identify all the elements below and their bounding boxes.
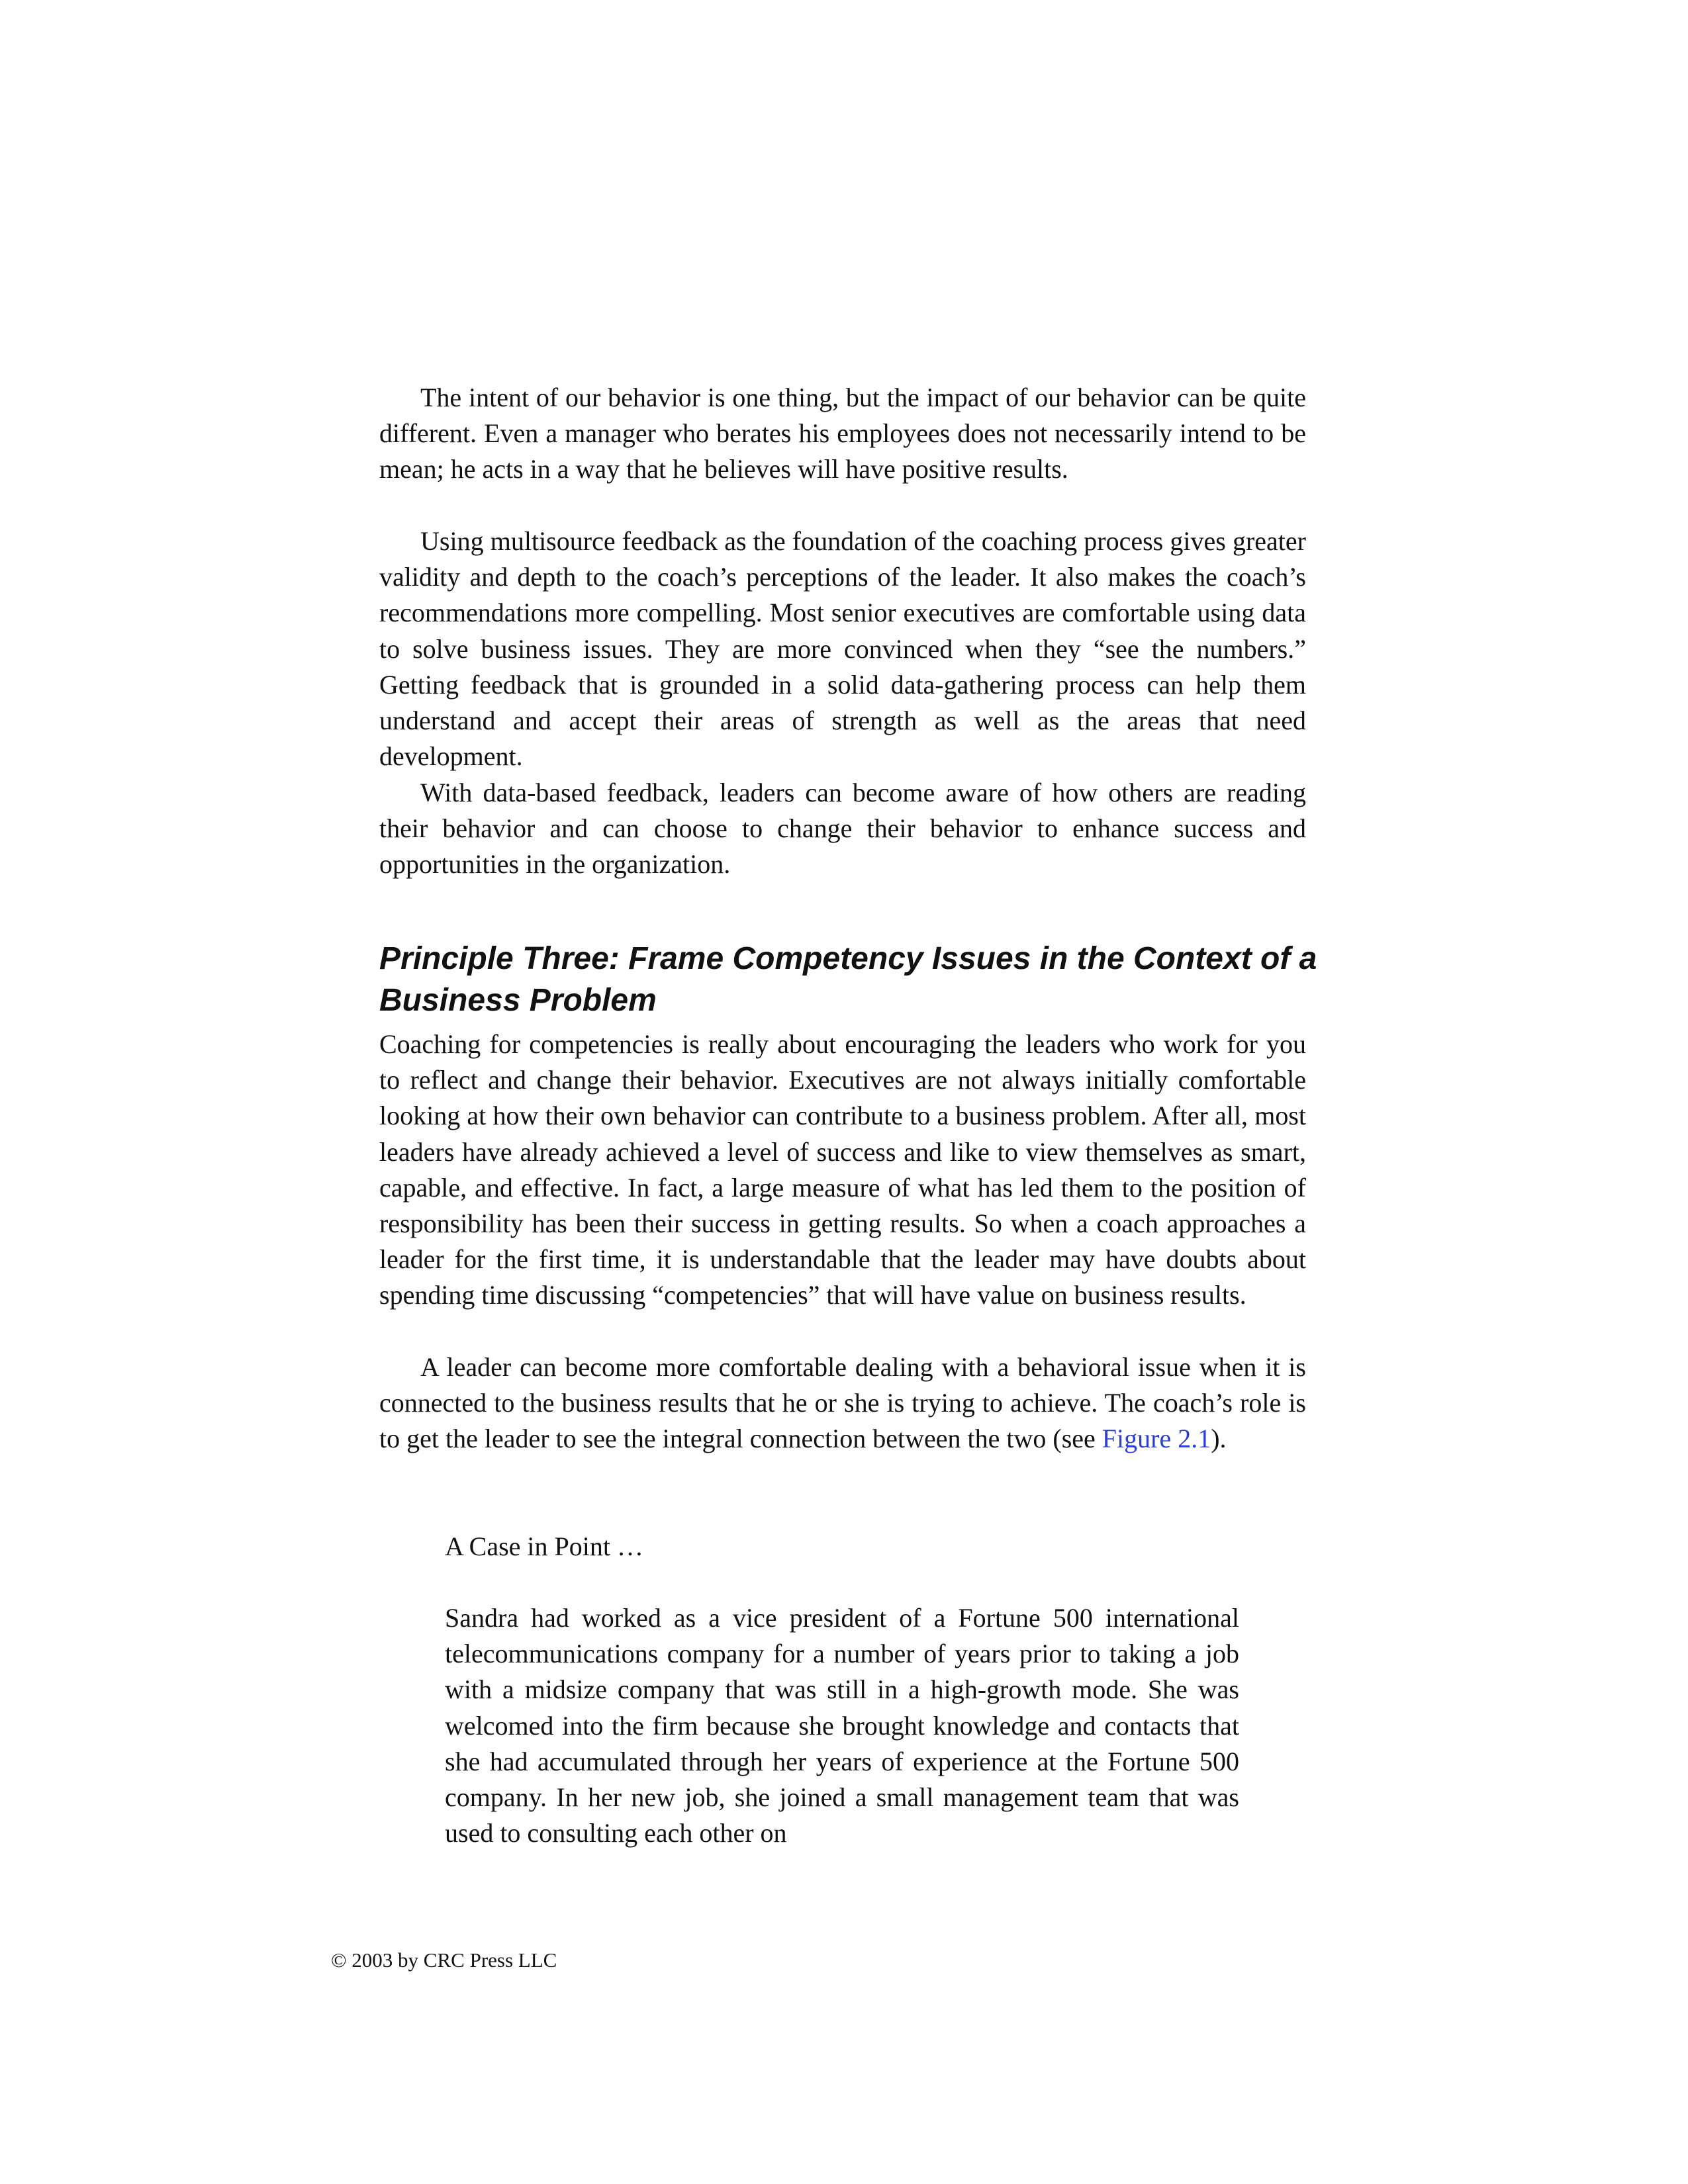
paragraph-text: ). [1211, 1424, 1227, 1454]
body-paragraph: With data-based feedback, leaders can become aware of how others are reading their behavior and can choose to change their behavior to enhance success and opportunities in the organization. [379, 778, 1306, 880]
case-title: A Case in Point … [445, 1531, 644, 1561]
section-heading: Principle Three: Frame Competency Issues in the Context of a Business Problem [379, 941, 1317, 1018]
case-text: Sandra had worked as a vice president of a Fortune 500 international telecommunications company for a number of years prior to taking a job with a midsize company that was still in a high-growth mode. She was welcomed into the firm because she brought knowledge and contacts that she had accumulated through her years of experience at the Fortune 500 company. In her new job, she joined a small management team that was used to consulting each other on [445, 1603, 1239, 1848]
body-paragraph: The intent of our behavior is one thing, but the impact of our behavior can be quite different. Even a manager who berates his employees does not necessarily intend to be mean; he acts in a way that he believes will have positive results. [379, 383, 1306, 484]
figure-link[interactable]: Figure 2.1 [1102, 1424, 1211, 1454]
paragraph-text: A leader can become more comfortable dealing with a behavioral issue when it is connected to the business results that he or she is trying to achieve. The coach’s role is to get the leader to see the integral connection between the two (see [379, 1352, 1306, 1454]
copyright-footer: © 2003 by CRC Press LLC [331, 1948, 557, 1972]
body-paragraph [379, 1349, 1306, 1457]
body-paragraph: Coaching for competencies is really about encouraging the leaders who work for you to reflect and change their behavior. Executives are not always initially comfortable looking at how their own behavior can contribute to a business problem. After all, most leaders have already achieved a level of success and like to view themselves as smart, capable, and effective. In fact, a large measure of what has led them to the position of responsibility has been their success in getting results. So when a coach approaches a leader for the first time, it is understandable that the leader may have doubts about spending time discussing “competencies” that will have value on business results. [379, 1029, 1306, 1310]
body-paragraph: Using multisource feedback as the foundation of the coaching process gives greater validity and depth to the coach’s perceptions of the leader. It also makes the coach’s recommendations more compelling. Most senior executives are comfortable using data to solve business issues. They are more convinced when they “see the numbers.” Getting feedback that is grounded in a solid data-gathering process can help them understand and accept their areas of strength as well as the areas that need development. [379, 526, 1306, 772]
